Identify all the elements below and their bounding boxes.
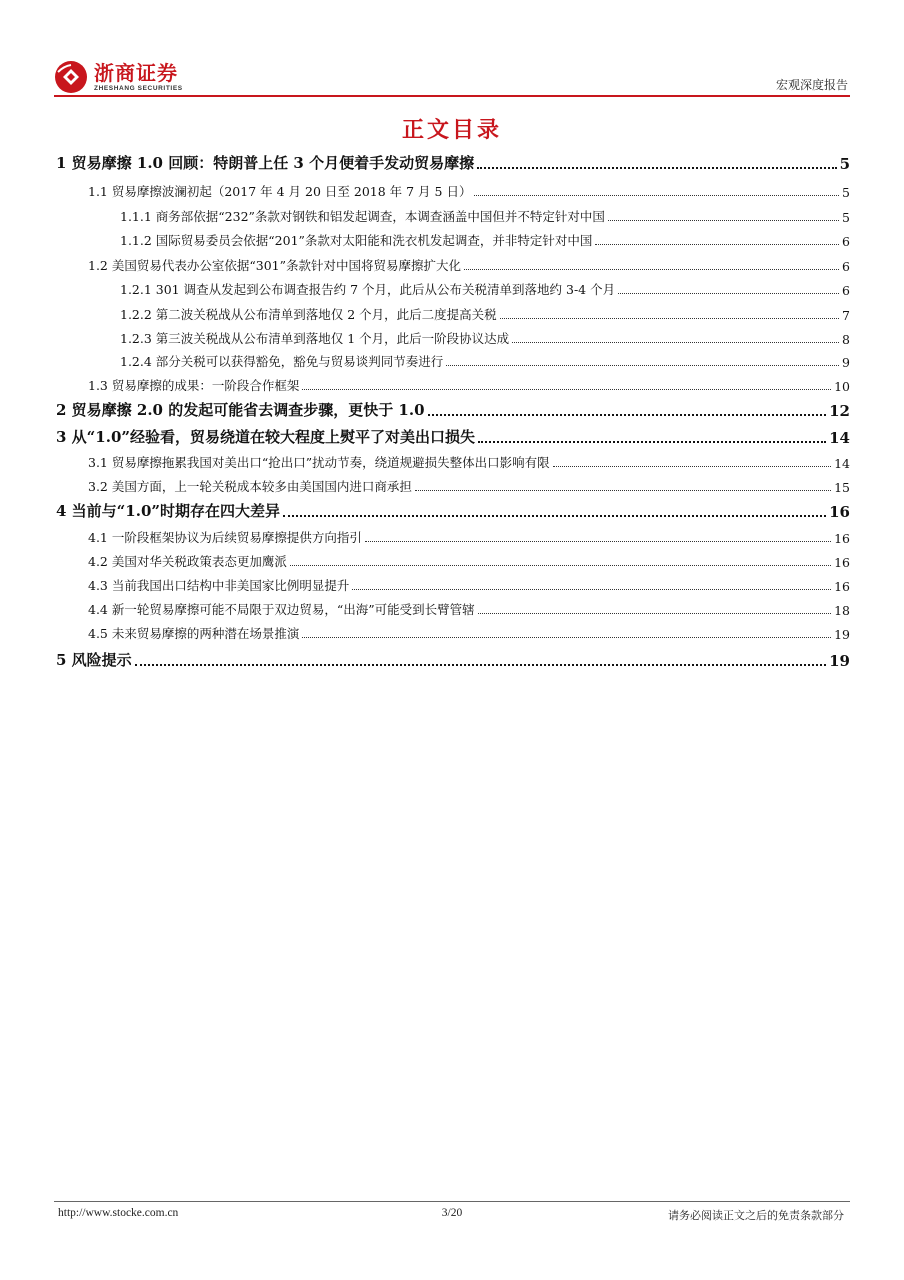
toc-entry[interactable] bbox=[54, 182, 850, 200]
toc-entry[interactable] bbox=[54, 280, 850, 298]
toc-entry-title: 4.4 新一轮贸易摩擦可能不局限于双边贸易，“出海”可能受到长臂管辖 bbox=[88, 602, 475, 617]
toc-leader-dots bbox=[464, 268, 839, 270]
toc-entry-title: 1.2 美国贸易代表办公室依据“301”条款针对中国将贸易摩擦扩大化 bbox=[88, 258, 461, 273]
toc-entry-page: 10 bbox=[834, 379, 850, 394]
toc-entry-page: 6 bbox=[842, 259, 850, 274]
footer-url-link[interactable]: http://www.stocke.com.cn bbox=[58, 1207, 179, 1219]
toc-leader-dots bbox=[302, 636, 831, 638]
logo-name-en: ZHESHANG SECURITIES bbox=[94, 84, 183, 92]
company-logo bbox=[54, 60, 183, 94]
toc-leader-dots bbox=[512, 341, 839, 343]
toc-entry-title: 3.2 美国方面，上一轮关税成本较多由美国国内进口商承担 bbox=[88, 479, 412, 494]
toc-leader-dots bbox=[283, 514, 826, 517]
toc-leader-dots bbox=[478, 612, 831, 614]
header-divider bbox=[54, 95, 850, 97]
toc-entry[interactable] bbox=[54, 600, 850, 618]
toc-leader-dots bbox=[595, 243, 839, 245]
toc-leader-dots bbox=[500, 317, 839, 319]
toc-entry[interactable] bbox=[54, 649, 850, 670]
toc-entry-title: 1.1.2 国际贸易委员会依据“201”条款对太阳能和洗衣机发起调查，并非特定针对中国 bbox=[120, 233, 593, 248]
toc-entry-title: 4.2 美国对华关税政策表态更加鹰派 bbox=[88, 554, 287, 569]
toc-entry-page: 16 bbox=[829, 503, 850, 521]
page-title: 正文目录 bbox=[401, 118, 502, 143]
toc-entry-page: 5 bbox=[839, 155, 850, 173]
toc-entry[interactable] bbox=[54, 426, 850, 447]
toc-leader-dots bbox=[415, 489, 831, 491]
toc-entry[interactable] bbox=[54, 624, 850, 642]
toc-entry-page: 19 bbox=[834, 627, 850, 642]
toc-entry[interactable] bbox=[54, 376, 850, 394]
toc-leader-dots bbox=[477, 166, 836, 169]
toc-entry[interactable] bbox=[54, 576, 850, 594]
toc-entry[interactable] bbox=[54, 399, 850, 420]
toc-leader-dots bbox=[290, 564, 831, 566]
footer-disclaimer: 请务必阅读正文之后的免责条款部分 bbox=[668, 1209, 844, 1222]
toc-entry-title: 1.2.3 第三波关税战从公布清单到落地仅 1 个月，此后一阶段协议达成 bbox=[120, 331, 510, 346]
toc-entry-page: 8 bbox=[842, 332, 850, 347]
toc-leader-dots bbox=[302, 388, 831, 390]
toc-entry[interactable] bbox=[54, 152, 850, 173]
toc-leader-dots bbox=[428, 413, 827, 416]
toc-entry[interactable] bbox=[54, 552, 850, 570]
toc-entry-title: 2 贸易摩擦 2.0 的发起可能省去调查步骤，更快于 1.0 bbox=[56, 401, 425, 419]
toc-leader-dots bbox=[478, 440, 826, 443]
toc-entry-page: 16 bbox=[834, 579, 850, 594]
toc-entry-page: 15 bbox=[834, 480, 850, 495]
toc-entry[interactable] bbox=[54, 231, 850, 249]
zheshang-logo-icon bbox=[54, 60, 88, 94]
toc-entry-title: 3.1 贸易摩擦拖累我国对美出口“抢出口”扰动节奏，绕道规避损失整体出口影响有限 bbox=[88, 455, 550, 470]
toc-entry-title: 4 当前与“1.0”时期存在四大差异 bbox=[56, 502, 281, 520]
toc-entry-title: 4.5 未来贸易摩擦的两种潜在场景推演 bbox=[88, 626, 300, 641]
toc-leader-dots bbox=[553, 465, 831, 467]
toc-entry-title: 4.3 当前我国出口结构中非美国家比例明显提升 bbox=[88, 578, 350, 593]
toc-entry-title: 4.1 一阶段框架协议为后续贸易摩擦提供方向指引 bbox=[88, 530, 362, 545]
toc-entry-title: 1.2.1 301 调查从发起到公布调查报告约 7 个月，此后从公布关税清单到落地约 3-4 个月 bbox=[120, 282, 616, 297]
toc-entry[interactable] bbox=[54, 500, 850, 521]
report-type-label: 宏观深度报告 bbox=[775, 78, 848, 92]
toc-entry-title: 1.1 贸易摩擦波澜初起（2017 年 4 月 20 日至 2018 年 7 月 5 日） bbox=[88, 184, 472, 199]
toc-entry-page: 6 bbox=[842, 283, 850, 298]
footer-divider bbox=[54, 1201, 850, 1202]
toc-entry-page: 5 bbox=[842, 185, 850, 200]
toc-entry-page: 18 bbox=[834, 603, 850, 618]
toc-entry-page: 16 bbox=[834, 555, 850, 570]
logo-name-cn: 浙商证券 bbox=[94, 60, 178, 85]
toc-leader-dots bbox=[135, 663, 826, 666]
toc-entry[interactable] bbox=[54, 256, 850, 274]
toc-entry-page: 16 bbox=[834, 531, 850, 546]
toc-leader-dots bbox=[446, 364, 839, 366]
toc-entry-page: 12 bbox=[829, 402, 850, 420]
toc-entry[interactable] bbox=[54, 305, 850, 323]
toc-entry-page: 14 bbox=[829, 429, 850, 447]
toc-entry-page: 14 bbox=[834, 456, 850, 471]
toc-entry-title: 3 从“1.0”经验看，贸易绕道在较大程度上熨平了对美出口损失 bbox=[56, 428, 476, 446]
toc-leader-dots bbox=[365, 540, 831, 542]
toc-entry-title: 5 风险提示 bbox=[56, 651, 132, 669]
toc-entry-title: 1.3 贸易摩擦的成果：一阶段合作框架 bbox=[88, 378, 300, 393]
toc-leader-dots bbox=[352, 588, 831, 590]
toc-entry[interactable] bbox=[54, 528, 850, 546]
toc-leader-dots bbox=[608, 219, 839, 221]
toc-entry-page: 7 bbox=[842, 308, 850, 323]
toc-entry[interactable] bbox=[54, 477, 850, 495]
toc-leader-dots bbox=[474, 194, 839, 196]
page-number: 3/20 bbox=[441, 1207, 463, 1219]
toc-entry[interactable] bbox=[54, 207, 850, 225]
toc-leader-dots bbox=[618, 292, 839, 294]
toc-entry-page: 9 bbox=[842, 355, 850, 370]
toc-entry[interactable] bbox=[54, 329, 850, 347]
toc-entry-page: 6 bbox=[842, 234, 850, 249]
toc-entry[interactable] bbox=[54, 453, 850, 471]
toc-entry-page: 5 bbox=[842, 210, 850, 225]
toc-entry-page: 19 bbox=[829, 652, 850, 670]
toc-entry-title: 1.2.2 第二波关税战从公布清单到落地仅 2 个月，此后二度提高关税 bbox=[120, 307, 497, 322]
toc-entry-title: 1.1.1 商务部依据“232”条款对钢铁和铝发起调查，本调查涵盖中国但并不特定针对中国 bbox=[120, 209, 605, 224]
toc-entry[interactable] bbox=[54, 352, 850, 370]
toc-entry-title: 1.2.4 部分关税可以获得豁免，豁免与贸易谈判同节奏进行 bbox=[120, 354, 444, 369]
toc-entry-title: 1 贸易摩擦 1.0 回顾：特朗普上任 3 个月便着手发动贸易摩擦 bbox=[56, 154, 475, 172]
